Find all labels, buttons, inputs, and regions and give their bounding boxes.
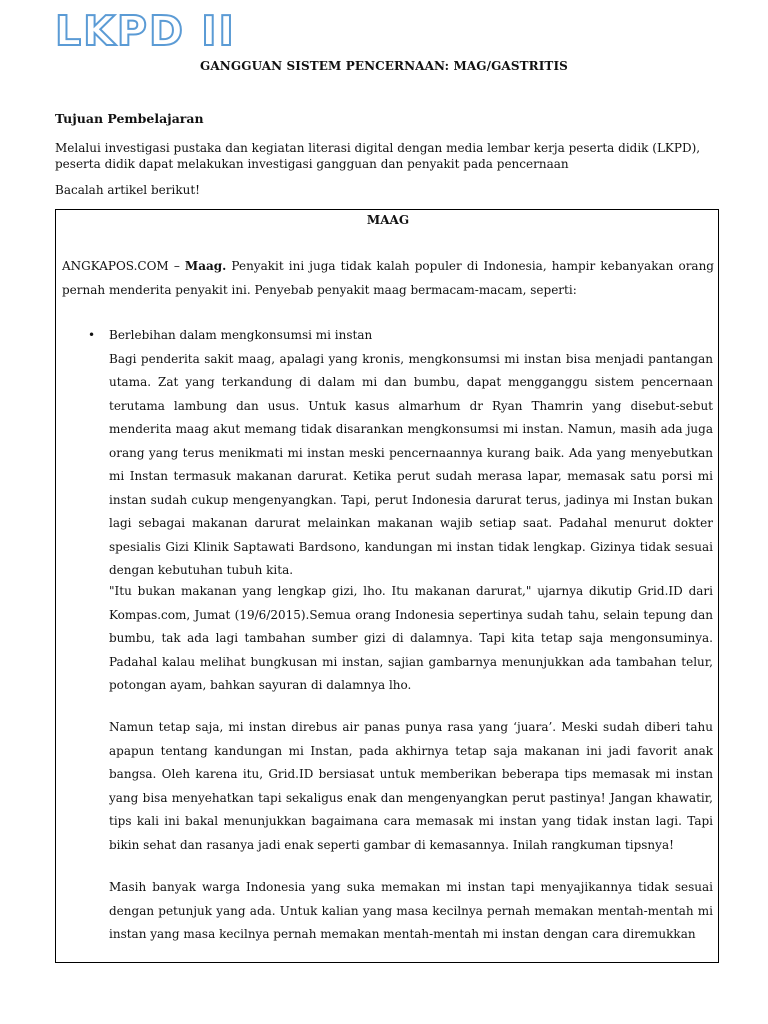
bullet-icon: •: [88, 328, 96, 342]
article-paragraph: Masih banyak warga Indonesia yang suka memakan mi instan tapi menyajikannya tidak sesuai dengan petunjuk yang ada. Untuk kalian yang masa kecilnya pernah memakan mentah-mentah mi instan yang masa kecilnya pernah memakan mentah-mentah mi instan dengan cara diremukkan: [109, 880, 713, 941]
article-keyword: Maag.: [184, 259, 227, 273]
goal-text: Melalui investigasi pustaka dan kegiatan literasi digital dengan media lembar kerja peserta didik (LKPD), peserta didik dapat melakukan investigasi gangguan dan penyakit pada pencernaan: [55, 141, 701, 171]
article-intro: [62, 255, 714, 302]
article-box: [55, 209, 719, 963]
article-paragraph: Bagi penderita sakit maag, apalagi yang kronis, mengkonsumsi mi instan bisa menjadi pantangan utama. Zat yang terkandung di dalam mi dan bumbu, dapat mengganggu sistem pencernaan terutama lambung dan usus. Untuk kasus almarhum dr Ryan Thamrin yang disebut-sebut menderita maag akut memang tidak disarankan mengkonsumsi mi instan. Namun, masih ada juga orang yang terus menikmati mi instan meski pencernaannya kurang baik. Ada yang menyebutkan mi Instan termasuk makanan darurat. Ketika perut sudah merasa lapar, memasak satu porsi mi instan sudah cukup mengenyangkan. Tapi, perut Indonesia darurat terus, jadinya mi Instan bukan lagi sebagai makanan darurat melainkan makanan wajib setiap saat. Padahal menurut dokter spesialis Gizi Klinik Saptawati Bardsono, kandungan mi instan tidak lengkap. Gizinya tidak sesuai dengan kebutuhan tubuh kita.: [109, 351, 713, 577]
article-title: MAAG: [366, 213, 410, 227]
instruction-text: Bacalah artikel berikut!: [55, 183, 200, 197]
list-item-label: Berlebihan dalam mengkonsumsi mi instan: [109, 328, 373, 342]
article-source: ANGKAPOS.COM –: [62, 259, 185, 273]
article-intro-text: Penyakit ini juga tidak kalah populer di Indonesia, hampir kebanyakan orang pernah menderita penyakit ini. Penyebab penyakit maag bermacam-macam, seperti:: [62, 259, 714, 297]
article-paragraph: "Itu bukan makanan yang lengkap gizi, lho. Itu makanan darurat," ujarnya dikutip Grid.ID dari Kompas.com, Jumat (19/6/2015).Semua orang Indonesia sepertinya sudah tahu, selain tepung dan bumbu, tak ada lagi tambahan sumber gizi di dalamnya. Tapi kita tetap saja mengonsuminya. Padahal kalau melihat bungkusan mi instan, sajian gambarnya menunjukkan ada tambahan telur, potongan ayam, bahkan sayuran di dalamnya lho.: [109, 584, 713, 692]
goal-heading: Tujuan Pembelajaran: [55, 111, 204, 126]
lkpd-logo: LKPD II: [55, 7, 236, 55]
document-title: GANGGUAN SISTEM PENCERNAAN: MAG/GASTRITIS: [200, 59, 568, 73]
article-paragraph: Namun tetap saja, mi instan direbus air panas punya rasa yang ‘juara’. Meski sudah diberi tahu apapun tentang kandungan mi Instan, pada akhirnya tetap saja makanan ini jadi favorit anak bangsa. Oleh karena itu, Grid.ID bersiasat untuk memberikan beberapa tips memasak mi instan yang bisa menyehatkan tapi sekaligus enak dan mengenyangkan perut pastinya! Jangan khawatir, tips kali ini bakal menunjukkan bagaimana cara memasak mi instan yang tidak instan lagi. Tapi bikin sehat dan rasanya jadi enak seperti gambar di kemasannya. Inilah rangkuman tipsnya!: [109, 720, 713, 852]
